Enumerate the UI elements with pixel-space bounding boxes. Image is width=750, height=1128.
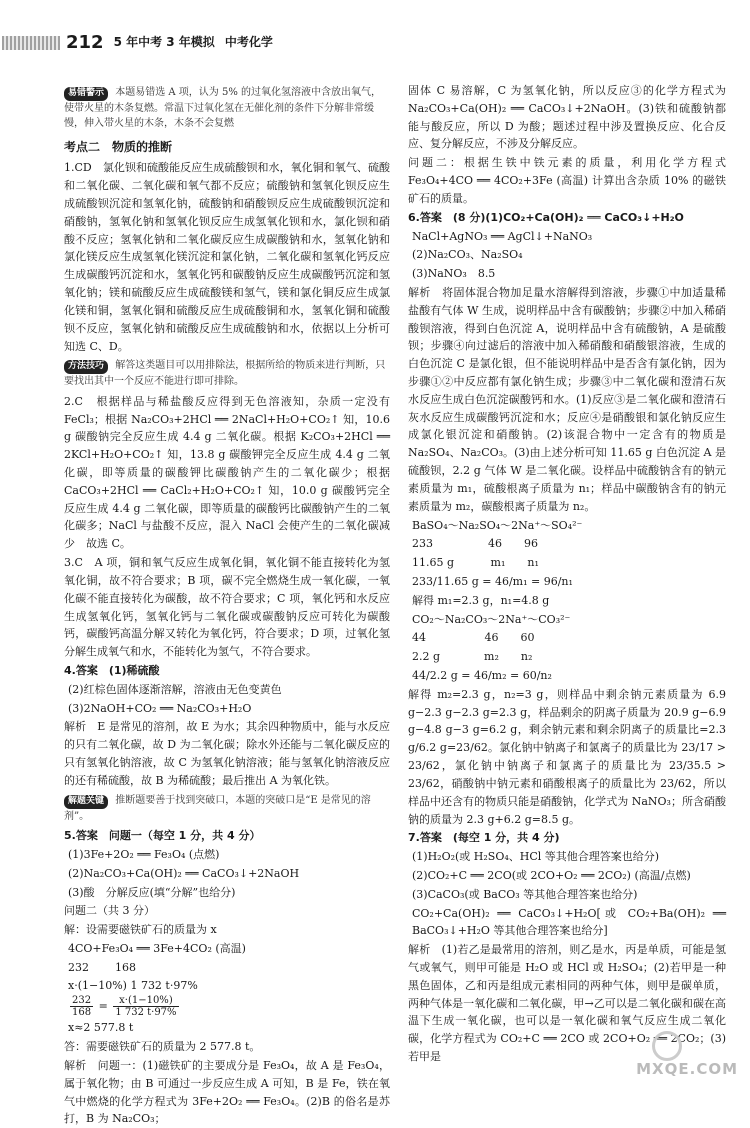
- answer-5-line-3: (3)酸 分解反应(填“分解”也给分): [68, 885, 236, 899]
- calc-line-10: 解得 m₂=2.3 g，n₂=3 g，则样品中剩余钠元素质量为 6.9 g−2.3 g−2.3 g=2.3 g，样品剩余的阴离子质量为 20.9 g−6.9 g−4.8 g−3 g=6.2 g，剩余钠元素和剩余阴离子的质量比=2.3 g/6.2 g=23/62。氯化钠中钠离子和氯离子的质量比为 23/17 > 23/62，氯化钠中钠离子和氯离子的质量比为 23/35.5 > 23/62，硝酸钠中钠元素和硝酸根离子的质量比为 23/62，所以样品中还含有的物质只能是硝酸钠，化学式为 NaNO₃；所含硝酸钠的质量为 2.3 g+6.2 g=8.5 g。: [408, 687, 726, 826]
- answer-5-line-9: 答：需要磁铁矿石的质量为 2 577.8 t。: [64, 1040, 261, 1054]
- right-paragraph-2: 问题二：根据生铁中铁元素的质量，利用化学方程式 Fe₃O₄+4CO ══ 4CO₂+3Fe (高温) 计算出含杂质 10% 的磁铁矿石的质量。: [408, 156, 726, 205]
- answer-7-title: 7.答案 (每空 1 分，共 4 分): [408, 831, 560, 845]
- answer-5-line-7: x·(1−10%) 1 732 t·97%: [68, 978, 198, 992]
- subject-title: 中考化学: [224, 35, 273, 50]
- answer-3: 3.C A 项，铜和氧气反应生成氧化铜，氧化铜不能直接转化为氢氧化铜，故不符合要求；B 项，碳不完全燃烧生成一氧化碳，一氧化碳不能直接转化为碳酸，故不符合要求；C 项，氧化钙和水反应生成氢氧化钙，氢氧化钙与二氧化碳或碳酸钠反应可转化为碳酸钙，碳酸钙高温分解又转化为氧化钙，符合要求；D 项，过氧化氢分解生成氧气和水，不能转化为氢气，不符合要求。: [64, 556, 390, 659]
- answer-7-line-2: (2)CO₂+C ══ 2CO(或 2CO+O₂ ══ 2CO₂) (高温/点燃): [412, 868, 691, 882]
- answer-7-analysis: 解析 (1)若乙是最常用的溶剂，则乙是水，丙是单质，可能是氢气或氧气，则甲可能是 H₂O 或 HCl 或 H₂SO₄；(2)若甲是一种黑色固体，乙和丙是组成元素相同的两种气体，则甲是碳单质，两种气体是一氧化碳和二氧化碳，甲→乙可以是二氧化碳和碳在高温下生成一氧化碳，也可以是一氧化碳和氧气反应生成二氧化碳，化学方程式为 CO₂+C ══ 2CO 或 2CO+O₂ ══ 2CO₂；(3)若甲是: [408, 943, 726, 1064]
- answer-7-line-1: (1)H₂O₂(或 H₂SO₄、HCl 等其他合理答案也给分): [412, 850, 660, 864]
- answer-4-line-2: (2)红棕色固体逐渐溶解，溶液由无色变黄色: [68, 682, 282, 696]
- page-header: [0, 30, 750, 56]
- ratio-232: 232: [68, 960, 89, 974]
- header-decoration: [2, 36, 60, 50]
- tip-text-key: 推断题要善于找到突破口，本题的突破口是“E 是常见的溶剂”。: [64, 794, 371, 822]
- answer-5-line-5: 解：设需要磁铁矿石的质量为 x: [64, 923, 217, 937]
- answer-4-title: 4.答案 (1)稀硫酸: [64, 663, 160, 677]
- calc-line-9: 44/2.2 g = 46/m₂ = 60/n₂: [412, 669, 552, 682]
- calc-line-4: 233/11.65 g = 46/m₁ = 96/n₁: [412, 574, 573, 588]
- answer-1: 1.CD 氯化钡和硫酸能反应生成硫酸钡和水，氧化铜和氧气、硫酸和二氧化碳、二氧化碳和氧气都不反应；硫酸钠和氢氧化钡反应生成硫酸钡沉淀和氢氧化钠，硫酸钠和硝酸钡反应生成硫酸钡沉淀和硝酸钠，氢氧化钠和氢氧化钡反应生成氢氧化钡和水，氯化钡和硝酸不反应；氢氧化钠和二氧化碳反应生成碳酸钠和水，氢氧化钠和氯化镁反应生成氢氧化镁沉淀和氯化钠，二氧化碳和氢氧化钙反应生成碳酸钙沉淀和水，氢氧化钙和碳酸钠反应生成碳酸钙沉淀和氢氧化钠；镁和硫酸反应生成硫酸镁和氢气，镁和氯化铜反应生成氯化镁和铜，氢氧化铜和硫酸反应生成硫酸铜和水，氢氧化铜和硫酸钡不反应，氢氧化钠和硫酸反应生成硫酸钠和水，依据以上分析可知选 C、D。: [64, 161, 390, 353]
- fraction-2-numerator: x·(1−10%): [113, 995, 178, 1007]
- answer-5-line-8: x≈2 577.8 t: [68, 1021, 134, 1035]
- tip-text-error: 本题易错选 A 项，认为 5% 的过氧化氢溶液中含放出氧气，使带火星的木条复燃。常温下过氧化氢在无催化剂的条件下分解非常缓慢，伸入带火星的木条，木条不会复燃: [64, 87, 382, 130]
- answer-6-line-2: NaCl+AgNO₃ ══ AgCl↓+NaNO₃: [412, 229, 593, 243]
- answer-4-line-3: (3)2NaOH+CO₂ ══ Na₂CO₃+H₂O: [68, 701, 252, 715]
- answer-6-title: 6.答案 (8 分)(1)CO₂+Ca(OH)₂ ══ CaCO₃↓+H₂O: [408, 210, 684, 224]
- answer-5-ratio-row: [64, 959, 390, 977]
- tip-box-error: [64, 85, 390, 132]
- answer-6-line-4: (3)NaNO₃ 8.5: [412, 267, 496, 281]
- tip-label-method: 方法技巧: [64, 360, 108, 374]
- tip-label-error: 易错警示: [64, 87, 108, 101]
- answer-2: 2.C 根据样品与稀盐酸反应得到无色溶液知，杂质一定没有 FeCl₃；根据 Na₂CO₃+2HCl ══ 2NaCl+H₂O+CO₂↑ 知，10.6 g 碳酸钠完全反应生成 4.4 g 二氧化碳。根据 K₂CO₃+2HCl ══ 2KCl+H₂O+CO₂↑ 知，13.8 g 碳酸钾完全反应生成 4.4 g 二氧化碳，即等质量的碳酸钾比碳酸钠产生的二氧化碳少；根据 CaCO₃+2HCl ══ CaCl₂+H₂O+CO₂↑ 知，10.0 g 碳酸钙完全反应生成 4.4 g 二氧化碳，即等质量的碳酸钙比碳酸钠产生的二氧化碳多；NaCl 与盐酸不反应，混入 NaCl 会使产生的二氧化碳减少 故选 C。: [64, 394, 390, 551]
- right-paragraph-1: 固体 C 易溶解，C 为氢氧化钠，所以反应③的化学方程式为 Na₂CO₃+Ca(OH)₂ ══ CaCO₃↓+2NaOH。(3)铁和硫酸钠都能与酸反应，所以 D 为酸；题述过程中涉及置换反应、化合反应、复分解反应，不涉及分解反应。: [408, 84, 726, 151]
- tip-label-key: 解题关键: [64, 795, 108, 809]
- answer-5-line-2: (2)Na₂CO₃+Ca(OH)₂ ══ CaCO₃↓+2NaOH: [68, 866, 300, 880]
- tip-box-key: [64, 793, 390, 824]
- fraction-1: [70, 995, 93, 1018]
- calc-line-6: CO₂～Na₂CO₃～2Na⁺～CO₃²⁻: [412, 612, 571, 626]
- fraction-1-denominator: 168: [72, 1007, 92, 1019]
- answer-5-title: 5.答案 问题一（每空 1 分，共 4 分）: [64, 829, 261, 843]
- fraction-2: [113, 995, 178, 1018]
- calc-line-8: 2.2 g m₂ n₂: [412, 650, 533, 664]
- tip-text-method: 解答这类题目可以用排除法，根据所给的物质来进行判断，只要找出其中一个反应不能进行即可排除。: [64, 360, 386, 388]
- book-title: 5 年中考 3 年模拟: [113, 35, 215, 50]
- calc-line-5: 解得 m₁=2.3 g，n₁=4.8 g: [412, 593, 550, 607]
- tip-box-method: [64, 358, 390, 389]
- answer-7-line-4: CO₂+Ca(OH)₂ ══ CaCO₃↓+H₂O[或 CO₂+Ba(OH)₂ ══ BaCO₃↓+H₂O 等其他合理答案也给分]: [412, 906, 726, 938]
- answer-5-line-1: (1)3Fe+2O₂ ══ Fe₃O₄ (点燃): [68, 847, 220, 861]
- page-number: 212: [66, 32, 104, 54]
- answer-4-analysis: 解析 E 是常见的溶剂，故 E 为水；其余四种物质中，能与水反应的只有二氧化碳，故 D 为二氧化碳；除水外还能与二氧化碳反应的只有氢氧化钠溶液，故 C 为氢氧化钠溶液；能与氢氧化钠溶液反应的还有稀硫酸，故 B 为稀硫酸；最后推出 A 为氧化铁。: [64, 720, 390, 787]
- answer-7-line-3: (3)CaCO₃(或 BaCO₃ 等其他合理答案也给分): [412, 887, 638, 901]
- fraction-1-numerator: 232: [72, 995, 92, 1007]
- calc-line-7: 44 46 60: [412, 631, 535, 645]
- answer-5-fraction-line: $\frac{232}{168}$ = $\frac{x\cdot(1-10\%)}{1 732 t\cdot 97\%}$: [72, 995, 177, 1019]
- watermark-logo: [628, 1031, 746, 1095]
- calc-line-3: 11.65 g m₁ n₁: [412, 556, 539, 570]
- left-column: [64, 82, 390, 1126]
- section-heading: 考点二 物质的推断: [64, 139, 173, 154]
- calc-line-1: BaSO₄～Na₂SO₄～2Na⁺～SO₄²⁻: [412, 518, 583, 532]
- answer-5-line-4: 问题二（共 3 分）: [64, 904, 155, 918]
- calc-line-2: 233 46 96: [412, 537, 538, 551]
- answer-5-line-6: 4CO+Fe₃O₄ ══ 3Fe+4CO₂ (高温): [68, 941, 246, 955]
- watermark-text: MXQE.COM: [636, 1059, 738, 1078]
- answer-6-line-3: (2)Na₂CO₃、Na₂SO₄: [412, 248, 523, 262]
- answer-6-analysis: 解析 将固体混合物加足量水溶解得到溶液，步骤①中加适量稀盐酸有气体 W 生成，说明样品中含有碳酸钠；步骤②中加入稀硝酸钡溶液，得到白色沉淀 A，说明样品中含有硫酸钠，A 是硫酸钡；步骤④向过滤后的溶液中加入稀硝酸和硝酸银溶液，生成的白色沉淀 C 是氯化银，但不能说明样品中是否含有氯化钠，因为步骤①②中反应都有氯化钠生成；步骤③中二氧化碳和澄清石灰水反应生成白色沉淀碳酸钙和水。(1)反应③是二氧化碳和澄清石灰水反应生成碳酸钙沉淀和水；反应④是硝酸银和氯化钠反应生成氯化银沉淀和硝酸钠。(2)该混合物中一定含有的物质是 Na₂SO₄、Na₂CO₃。(3)由上述分析可知 11.65 g 白色沉淀 A 是硫酸钡，2.2 g 气体 W 是二氧化碳。设样品中硫酸钠含有的钠元素质量为 m₁，硫酸根离子质量为 n₁；样品中碳酸钠含有的钠元素质量为 m₂，碳酸根离子质量为 n₂。: [408, 285, 726, 513]
- answer-5-analysis: 解析 问题一：(1)磁铁矿的主要成分是 Fe₃O₄，故 A 是 Fe₃O₄，属于氧化物；由 B 可通过一步反应生成 A 可知，B 是 Fe，铁在氧气中燃烧的化学方程式为 3Fe+2O₂ ══ Fe₃O₄。(2)B 的俗名是苏打，B 为 Na₂CO₃；: [64, 1059, 390, 1126]
- ratio-168: 168: [115, 960, 136, 974]
- right-column: [408, 82, 726, 1072]
- fraction-2-denominator: 1 732 t·97%: [115, 1007, 177, 1019]
